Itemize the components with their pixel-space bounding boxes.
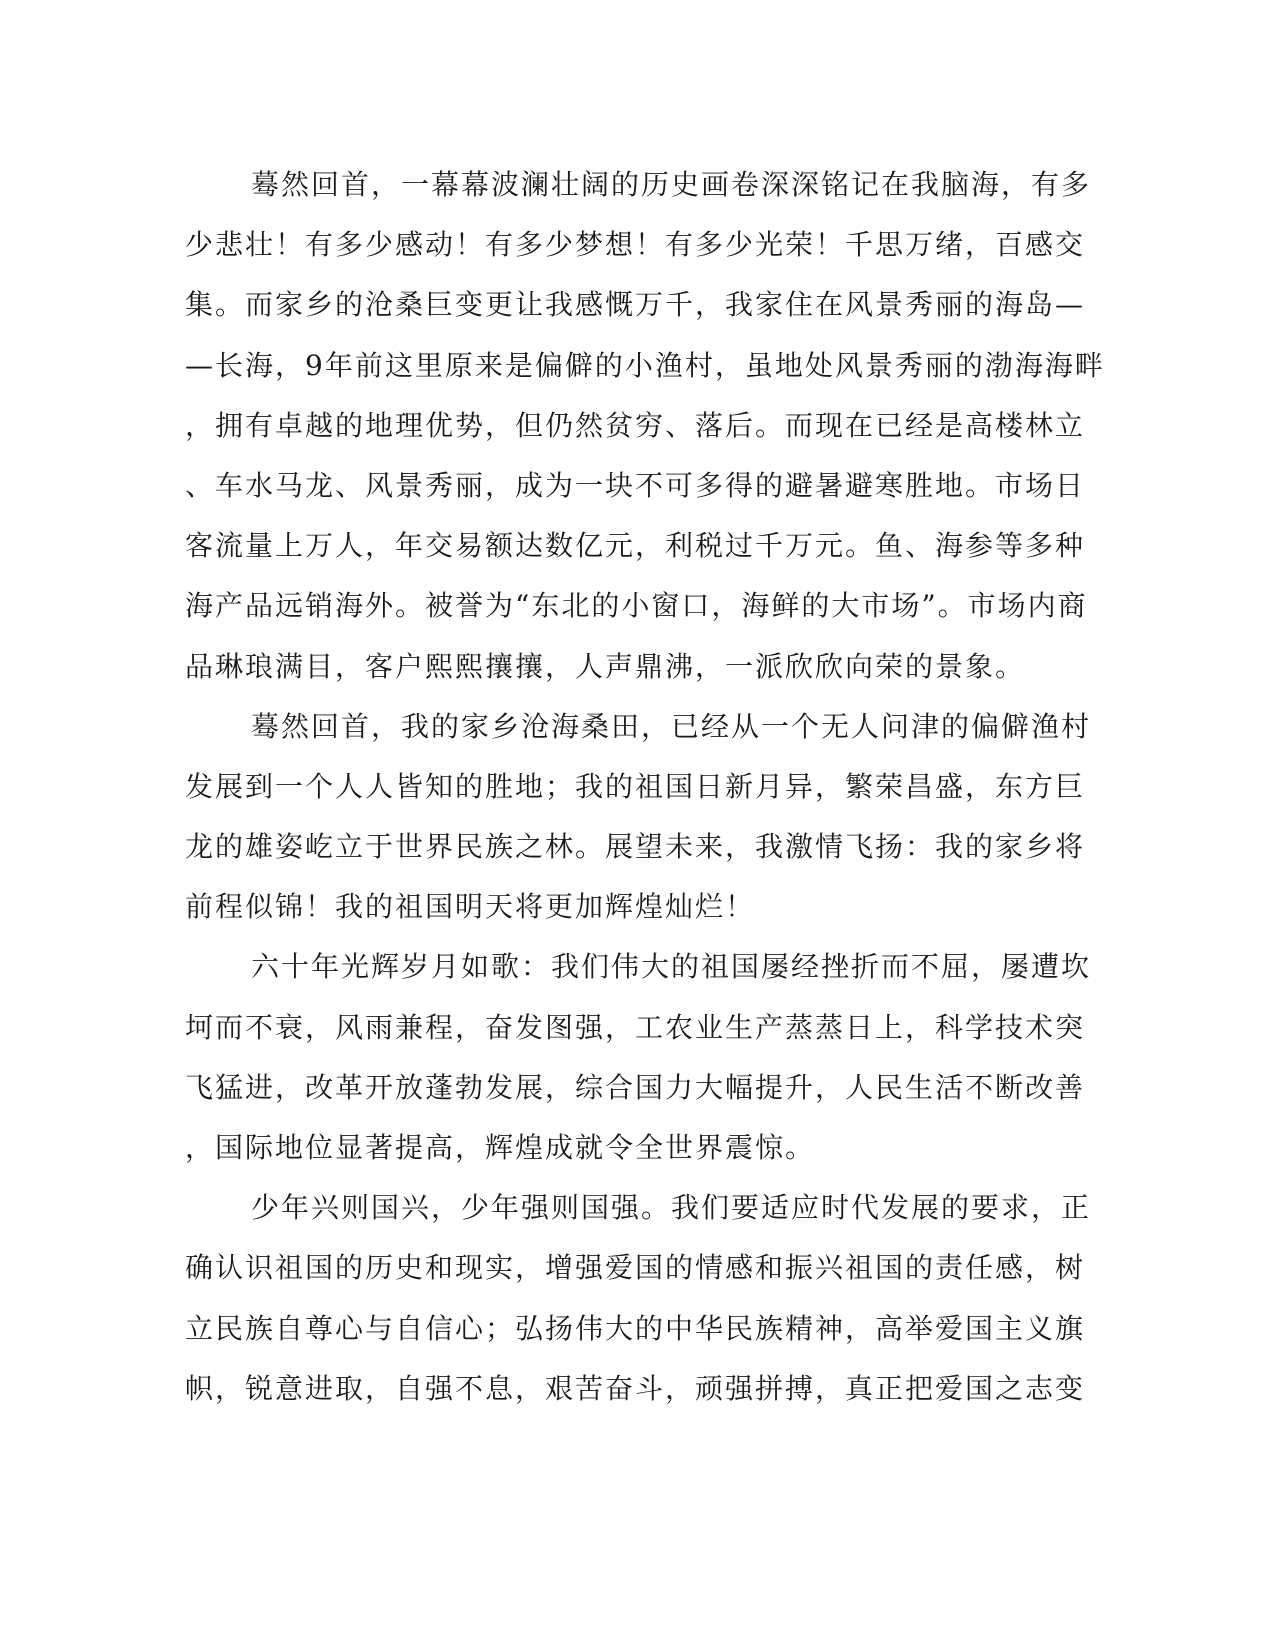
text-line: 立民族自尊心与自信心；弘扬伟大的中华民族精神，高举爱国主义旗 <box>185 1311 1086 1345</box>
paragraph-1 <box>185 155 1105 697</box>
text-line: 六十年光辉岁月如歌：我们伟大的祖国屡经挫折而不屈，屡遭坎 <box>251 950 1092 984</box>
text-line: ，拥有卓越的地理优势，但仍然贫穷、落后。而现在已经是高楼林立 <box>185 408 1086 442</box>
text-line: 少悲壮！有多少感动！有多少梦想！有多少光荣！千思万绪，百感交 <box>185 228 1086 262</box>
text-line: 海产品远销海外。被誉为“东北的小窗口，海鲜的大市场”。市场内商 <box>185 589 1088 623</box>
text-line: 品琳琅满目，客户熙熙攘攘，人声鼎沸，一派欣欣向荣的景象。 <box>185 649 1026 683</box>
paragraph-2 <box>185 697 1092 938</box>
document-body <box>185 155 1105 1419</box>
text-line: 前程似锦！我的祖国明天将更加辉煌灿烂！ <box>185 890 756 924</box>
text-line: 蓦然回首，一幕幕波澜壮阔的历史画卷深深铭记在我脑海，有多 <box>251 168 1092 201</box>
paragraph-3 <box>185 937 1092 1178</box>
text-line: ，国际地位显著提高，辉煌成就令全世界震惊。 <box>185 1131 816 1164</box>
text-line: 蓦然回首，我的家乡沧海桑田，已经从一个无人问津的偏僻渔村 <box>251 709 1092 743</box>
text-line: —长海，9年前这里原来是偏僻的小渔村，虽地处风景秀丽的渤海海畔 <box>185 348 1105 382</box>
text-line: 帜，锐意进取，自强不息，艰苦奋斗，顽强拼搏，真正把爱国之志变 <box>185 1371 1086 1405</box>
text-line: 、车水马龙、风景秀丽，成为一块不可多得的避暑避寒胜地。市场日 <box>185 468 1086 502</box>
text-line: 坷而不衰，风雨兼程，奋发图强，工农业生产蒸蒸日上，科学技术突 <box>185 1010 1086 1044</box>
text-line: 发展到一个人人皆知的胜地；我的祖国日新月异，繁荣昌盛，东方巨 <box>185 769 1086 803</box>
text-line: 龙的雄姿屹立于世界民族之林。展望未来，我激情飞扬：我的家乡将 <box>185 830 1086 864</box>
text-line: 少年兴则国兴，少年强则国强。我们要适应时代发展的要求，正 <box>251 1191 1092 1225</box>
text-line: 客流量上万人，年交易额达数亿元，利税过千万元。鱼、海参等多种 <box>185 529 1086 563</box>
text-line: 飞猛进，改革开放蓬勃发展，综合国力大幅提升，人民生活不断改善 <box>185 1070 1086 1104</box>
text-line: 集。而家乡的沧桑巨变更让我感慨万千，我家住在风景秀丽的海岛— <box>185 288 1086 322</box>
paragraph-4 <box>185 1178 1092 1419</box>
text-line: 确认识祖国的历史和现实，增强爱国的情感和振兴祖国的责任感，树 <box>185 1251 1086 1285</box>
